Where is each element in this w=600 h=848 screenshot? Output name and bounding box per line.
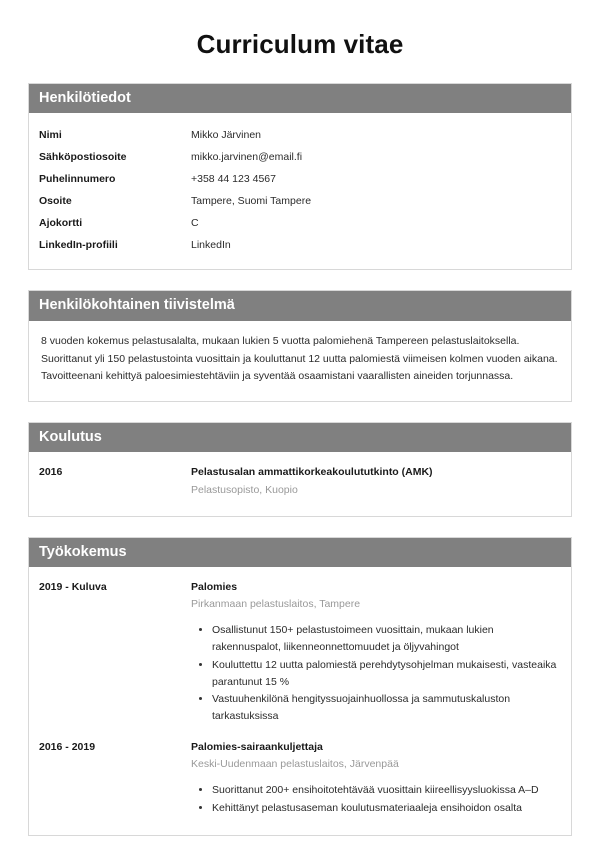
entry-main — [191, 465, 561, 498]
linkedin-value[interactable]: LinkedIn — [191, 239, 231, 252]
entry-bullet: • Suorittanut 200+ ensihoitotehtävää vuosittain kiireellisyysluokissa A–D — [212, 782, 561, 800]
entry-date: 2016 - 2019 — [39, 740, 96, 753]
info-row — [39, 190, 561, 212]
section-heading-personal-info: Henkilötiedot — [29, 84, 571, 114]
info-label: LinkedIn-profiili — [39, 239, 118, 252]
education-body — [29, 452, 571, 515]
experience-body — [29, 567, 571, 834]
entry-main — [191, 740, 561, 818]
info-value: +358 44 123 4567 — [191, 173, 276, 186]
entry-main — [191, 580, 561, 726]
entry-title: Palomies — [191, 581, 238, 594]
info-label: Osoite — [39, 195, 72, 208]
info-value: Mikko Järvinen — [191, 129, 262, 142]
info-row — [39, 124, 561, 146]
entry-title: Pelastusalan ammattikorkeakoulututkinto (AMK) — [191, 466, 433, 479]
section-heading-education: Koulutus — [29, 423, 571, 453]
experience-entry — [39, 578, 561, 730]
info-row — [39, 234, 561, 256]
info-value: mikko.jarvinen@email.fi — [191, 151, 303, 164]
info-value: Tampere, Suomi Tampere — [191, 195, 312, 208]
section-personal-info — [28, 83, 572, 271]
section-heading-experience: Työkokemus — [29, 538, 571, 568]
entry-subtitle: Keski-Uudenmaan pelastuslaitos, Järvenpää — [191, 758, 399, 771]
entry-title: Palomies-sairaankuljettaja — [191, 740, 323, 753]
experience-entry — [39, 730, 561, 822]
entry-bullet: • Kouluttettu 12 uutta palomiestä perehdytysohjelman mukaisesti, vasteaika parantunut 15 % — [212, 657, 561, 692]
info-label: Ajokortti — [39, 217, 83, 230]
section-summary — [28, 290, 572, 402]
entry-bullet: • Kehittänyt pelastusaseman koulutusmateriaaleja ensihoidon osalta — [212, 800, 561, 818]
section-education — [28, 422, 572, 517]
info-label: Nimi — [39, 129, 62, 142]
summary-body — [29, 321, 571, 401]
section-heading-summary: Henkilökohtainen tiivistelmä — [29, 291, 571, 321]
entry-date: 2019 - Kuluva — [39, 581, 107, 594]
info-value: C — [191, 217, 199, 230]
info-row — [39, 168, 561, 190]
page-title: Curriculum vitae — [196, 29, 404, 59]
info-row — [39, 146, 561, 168]
entry-date: 2016 — [39, 466, 63, 479]
education-entry — [39, 463, 561, 502]
info-row — [39, 212, 561, 234]
entry-bullet-list — [191, 622, 561, 726]
summary-text: 8 vuoden kokemus pelastusalalta, mukaan lukien 5 vuotta palomiehenä Tampereen pelastuslaitoksella. Suorittanut yli 150 pelastustointa vuosittain ja kouluttanut 12 uutta palomiestä viimeisen kolmen vuoden aikana. Tavoitteenani kehittyä paloesimiestehtäviin ja syventää osaamistani vaarallisten aineiden torjunnassa. — [41, 334, 558, 383]
entry-subtitle: Pirkanmaan pelastuslaitos, Tampere — [191, 598, 361, 611]
entry-subtitle: Pelastusopisto, Kuopio — [191, 483, 298, 496]
entry-bullet: • Osallistunut 150+ pelastustoimeen vuosittain, mukaan lukien rakennuspalot, liikenneonnettomuudet ja öljyvahingot — [212, 622, 561, 657]
entry-bullet: • Vastuuhenkilönä hengityssuojainhuollossa ja sammutuskaluston tarkastuksissa — [212, 691, 561, 726]
section-experience — [28, 537, 572, 836]
entry-bullet-list — [191, 782, 561, 818]
info-label: Sähköpostiosoite — [39, 151, 127, 164]
info-label: Puhelinnumero — [39, 173, 116, 186]
personal-info-body — [29, 113, 571, 269]
